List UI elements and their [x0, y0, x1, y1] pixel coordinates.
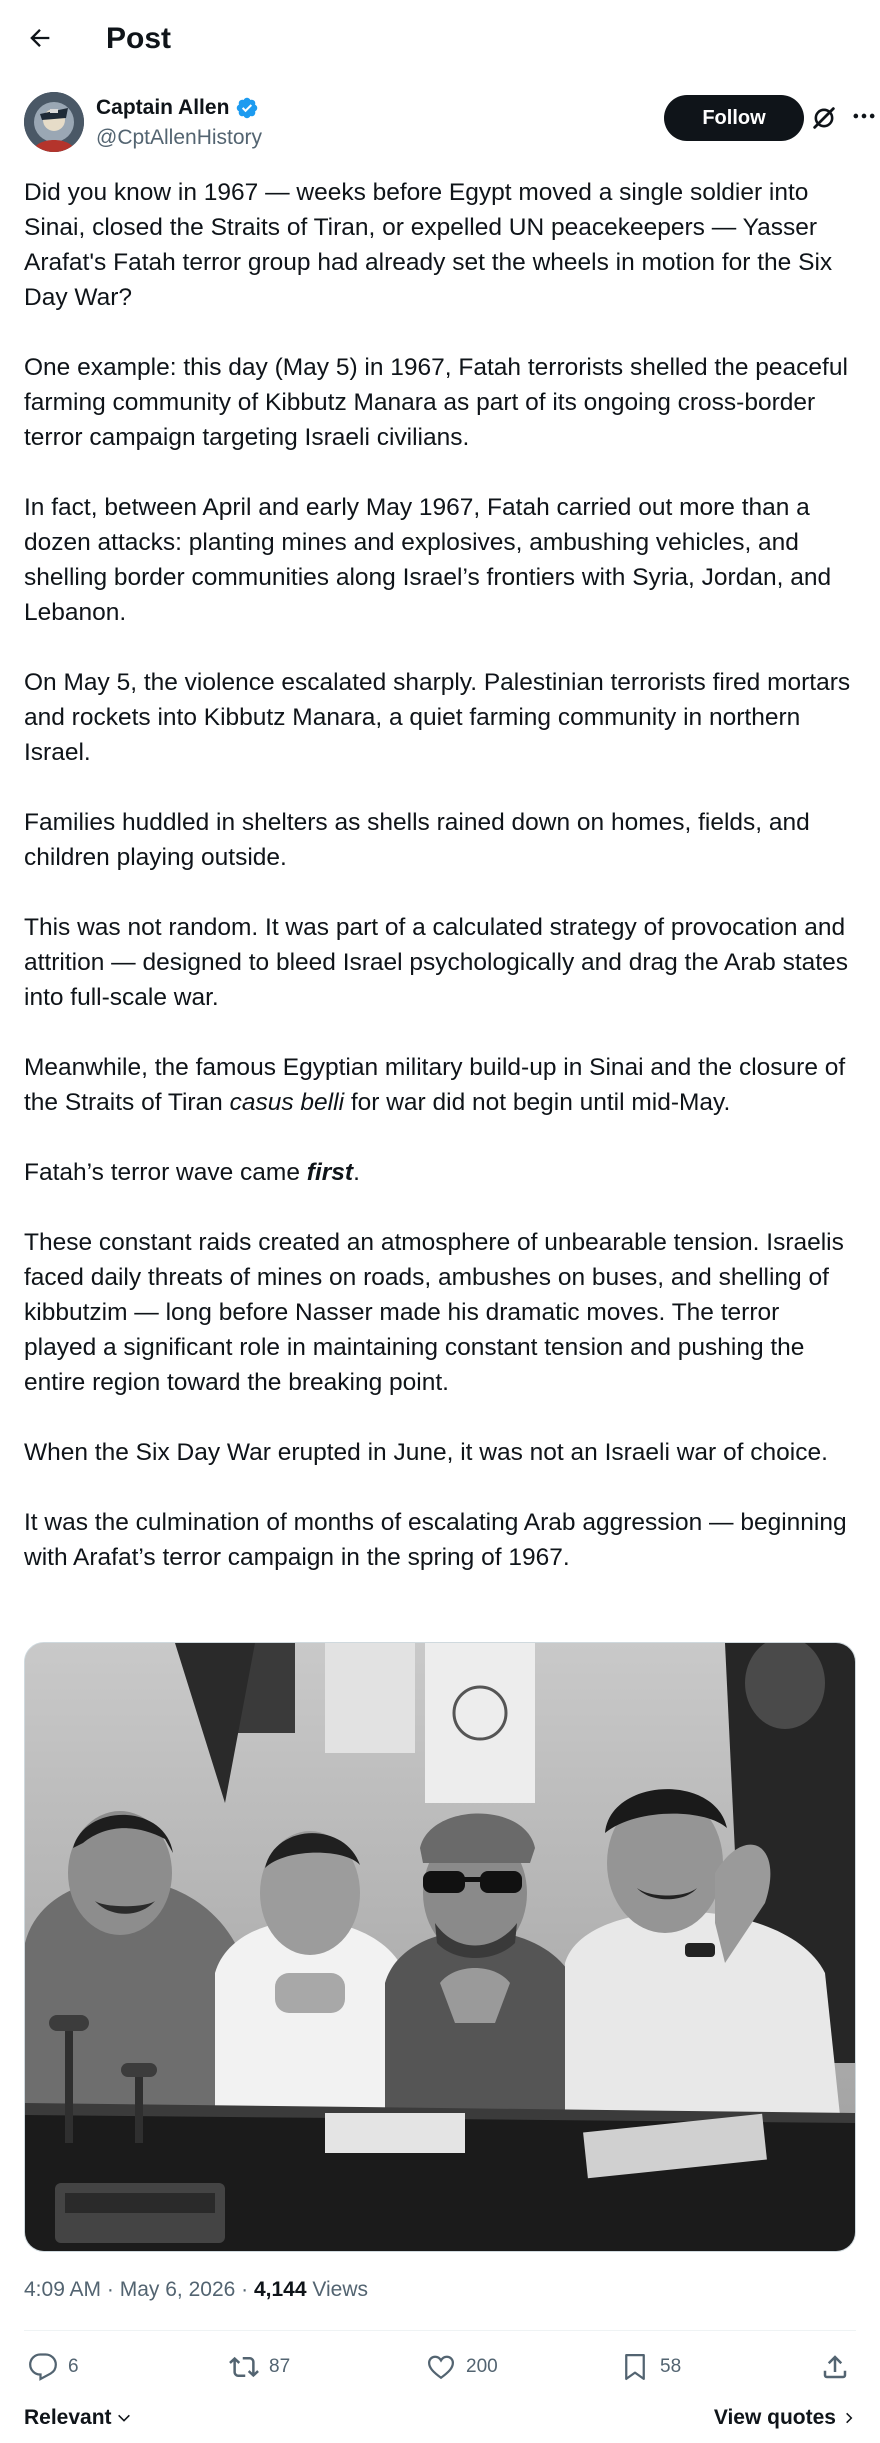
post-paragraph	[24, 1155, 856, 1190]
views-label: Views	[306, 2278, 369, 2301]
back-button[interactable]	[22, 20, 58, 56]
text-run: Fatah’s terror wave came	[24, 1159, 307, 1186]
post-paragraph: On May 5, the violence escalated sharply. Palestinian terrorists fired mortars and rockets into Kibbutz Manara, a quiet farming community in northern Israel.	[24, 669, 851, 766]
more-options-icon[interactable]	[850, 102, 878, 130]
chevron-right-icon	[842, 2411, 856, 2425]
repost-icon	[229, 2352, 259, 2382]
reply-count: 6	[68, 2356, 79, 2377]
post-paragraph: In fact, between April and early May 1967, Fatah carried out more than a dozen attacks: planting mines and explosives, ambushing vehicles, and shelling border communities along Israel’s frontiers with Syria, Jordan, and Lebanon.	[24, 494, 832, 626]
post-paragraph: Did you know in 1967 — weeks before Egypt moved a single soldier into Sinai, closed the Straits of Tiran, or expelled UN peacekeepers — Yasser Arafat's Fatah terror group had already set the wheels in motion for the Six Day War?	[24, 179, 833, 311]
top-bar	[0, 0, 880, 78]
post-paragraph: These constant raids created an atmosphere of unbearable tension. Israelis faced daily threats of mines on roads, ambushes on buses, and shelling of kibbutzim — long before Nasser made his dramatic moves. The terror played a significant role in maintaining constant tension and pushing the entire region toward the breaking point.	[24, 1229, 844, 1396]
replies-sort-row	[24, 2400, 856, 2440]
post-paragraph: This was not random. It was part of a calculated strategy of provocation and attrition — designed to bleed Israel psychologically and drag the Arab states into full-scale war.	[24, 914, 848, 1011]
post-photo[interactable]	[24, 1642, 856, 2252]
divider	[24, 2330, 856, 2331]
post-paragraph: When the Six Day War erupted in June, it was not an Israeli war of choice.	[24, 1439, 828, 1466]
heart-icon	[426, 2352, 456, 2382]
bold-italic-text: first	[306, 1159, 354, 1186]
post-text	[24, 175, 856, 1575]
repost-count: 87	[269, 2356, 291, 2377]
view-quotes-label: View quotes	[713, 2406, 836, 2429]
post-paragraph: One example: this day (May 5) in 1967, Fatah terrorists shelled the peaceful farming community of Kibbutz Manara as part of its ongoing cross-border terror campaign targeting Israeli civilians.	[24, 354, 848, 451]
verified-badge-icon	[235, 96, 259, 120]
arrow-left-icon	[26, 24, 54, 52]
bookmark-count: 58	[660, 2356, 682, 2377]
reply-icon	[28, 2352, 58, 2382]
share-button[interactable]	[820, 2345, 850, 2389]
italic-text: casus belli	[229, 1089, 345, 1116]
share-icon	[820, 2352, 850, 2382]
sort-label: Relevant	[24, 2406, 112, 2429]
meta-separator: ·	[235, 2278, 254, 2301]
post-paragraph: It was the culmination of months of escalating Arab aggression — beginning with Arafat’s terror campaign in the spring of 1967.	[24, 1509, 847, 1571]
follow-button[interactable]: Follow	[664, 95, 804, 141]
chevron-down-icon	[116, 2410, 132, 2426]
views-count: 4,144	[253, 2278, 307, 2301]
sort-dropdown[interactable]	[24, 2406, 132, 2430]
text-run: .	[353, 1159, 360, 1186]
text-run: Meanwhile, the famous Egyptian military build-up in Sinai and the closure of the Straits of Tiran	[24, 1054, 846, 1116]
meta-separator: ·	[101, 2278, 120, 2301]
grok-icon[interactable]	[810, 104, 838, 132]
view-quotes-link[interactable]	[714, 2406, 856, 2430]
author-name[interactable]: Captain Allen	[96, 96, 230, 119]
bookmark-button[interactable]	[620, 2345, 681, 2389]
avatar[interactable]	[24, 92, 84, 152]
post-meta	[24, 2278, 368, 2302]
post-paragraph: Families huddled in shelters as shells rained down on homes, fields, and children playing outside.	[24, 809, 810, 871]
post-time[interactable]: 4:09 AM	[24, 2278, 102, 2301]
author-handle[interactable]: @CptAllenHistory	[96, 126, 263, 149]
post-date[interactable]: May 6, 2026	[119, 2278, 236, 2301]
photo-illustration	[25, 1643, 856, 2252]
post-paragraph	[24, 1050, 856, 1120]
post-author-header	[24, 92, 856, 156]
like-count: 200	[466, 2356, 498, 2377]
page-title: Post	[106, 22, 172, 55]
repost-button[interactable]	[229, 2345, 290, 2389]
bookmark-icon	[620, 2352, 650, 2382]
like-button[interactable]	[426, 2345, 498, 2389]
action-bar	[24, 2345, 856, 2389]
text-run: for war did not begin until mid-May.	[344, 1089, 731, 1116]
reply-button[interactable]	[28, 2345, 79, 2389]
